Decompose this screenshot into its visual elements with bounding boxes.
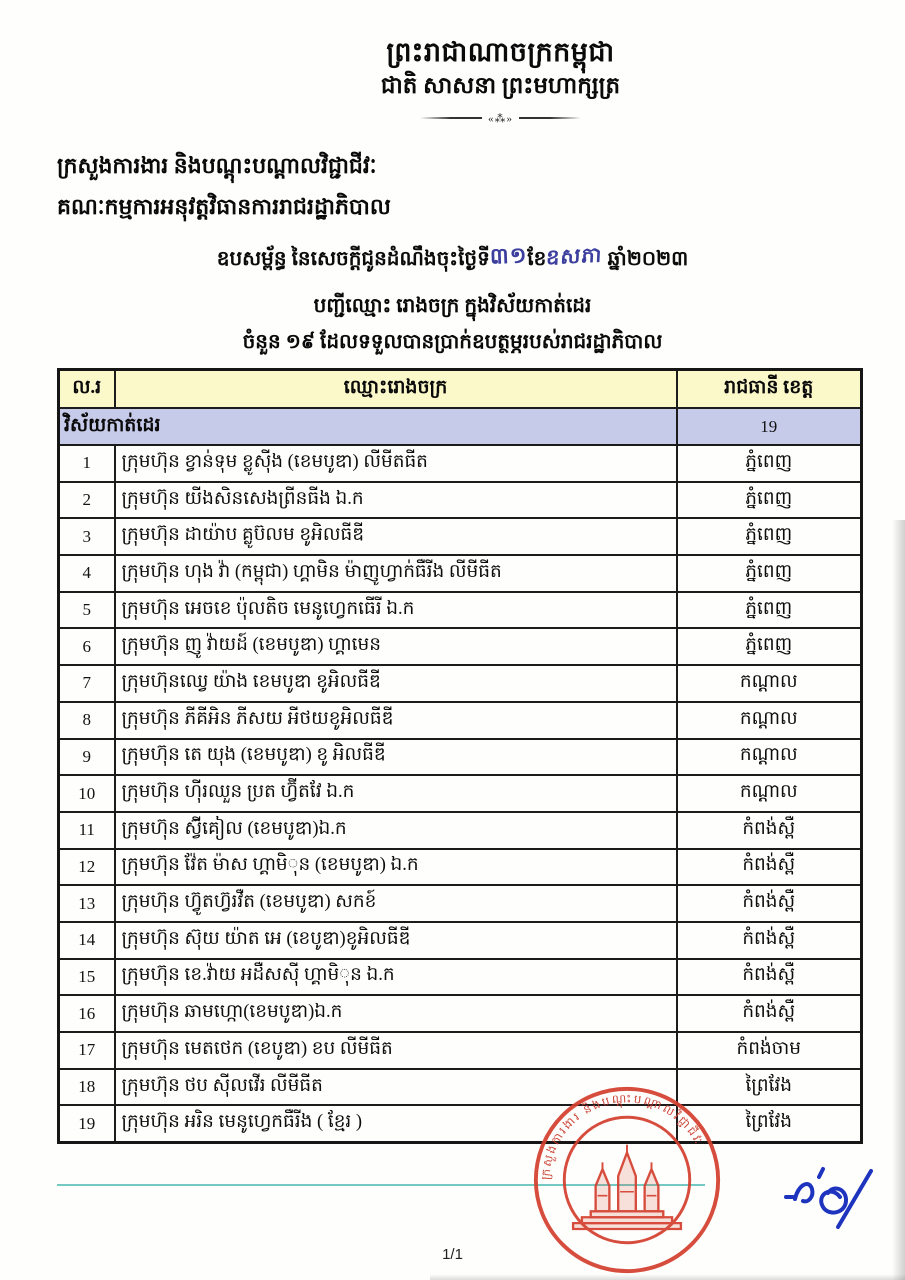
row-no-cell: 18: [59, 1069, 115, 1106]
handwritten-day: ៣១: [489, 242, 528, 269]
factory-name-cell: ក្រុមហ៊ុន យីងសិនសេងព្រីនធីង ឯ.ក: [115, 482, 677, 519]
province-cell: កណ្តាល: [677, 739, 862, 776]
row-no-cell: 14: [59, 922, 115, 959]
ministry-block: [57, 146, 391, 227]
factory-name-cell: ក្រុមហ៊ុន មេតថេក (ខេបូឌា) ខប លីមីធីត: [115, 1032, 677, 1069]
table-row: [59, 885, 862, 922]
row-no-cell: 11: [59, 812, 115, 849]
factory-table: [57, 368, 863, 1144]
factory-name-cell: ក្រុមហ៊ុន អរិន មេនូហ្វេកធឺរីង ( ខ្មែរ ): [115, 1105, 677, 1142]
row-no-cell: 17: [59, 1032, 115, 1069]
province-cell: ព្រៃវែង: [677, 1069, 862, 1106]
row-no-cell: 13: [59, 885, 115, 922]
row-no-cell: 10: [59, 775, 115, 812]
province-cell: កំពង់ស្ពឺ: [677, 959, 862, 996]
table-row: [59, 739, 862, 776]
divider-line-left: [420, 117, 482, 119]
factory-name-cell: ក្រុមហ៊ុន អេចខេ ប៉ុលតិច មេនូហ្វេកធើរី ឯ.ក: [115, 592, 677, 629]
row-no-cell: 9: [59, 739, 115, 776]
table-row: [59, 922, 862, 959]
national-header: [0, 34, 905, 125]
table-row: [59, 482, 862, 519]
factory-name-cell: ក្រុមហ៊ុន ស៊ុយ យ៉ាត អេ (ខេបូឌា)ខូអិលធីឌី: [115, 922, 677, 959]
scan-edge-shadow-right: [892, 520, 905, 1280]
title-line-1: បញ្ជីឈ្មោះ រោងចក្រ ក្នុងវិស័យកាត់ដេរ: [313, 295, 592, 317]
factory-name-cell: ក្រុមហ៊ុន តេ យុង (ខេមបូឌា) ខូ អិលធីឌី: [115, 739, 677, 776]
row-no-cell: 6: [59, 628, 115, 665]
divider-line-right: [519, 117, 581, 119]
table-row: [59, 775, 862, 812]
province-cell: កំពង់ស្ពឺ: [677, 995, 862, 1032]
province-cell: ព្រៃវែង: [677, 1105, 862, 1142]
row-no-cell: 1: [59, 445, 115, 482]
table-row: [59, 959, 862, 996]
factory-name-cell: ក្រុមហ៊ុន ភីគីអិន ភីសយ អីថយខូអិលធីឌី: [115, 702, 677, 739]
row-no-cell: 3: [59, 518, 115, 555]
table-row: [59, 592, 862, 629]
province-cell: ភ្នំពេញ: [677, 482, 862, 519]
province-cell: កណ្តាល: [677, 775, 862, 812]
row-no-cell: 7: [59, 665, 115, 702]
table-row: [59, 555, 862, 592]
annex-year: ឆ្នាំ២០២៣: [607, 248, 689, 270]
table-header-row: [59, 370, 862, 409]
province-cell: ភ្នំពេញ: [677, 592, 862, 629]
committee-name: គណៈកម្មការអនុវត្តវិធានការរាជរដ្ឋាភិបាល: [57, 193, 391, 219]
sector-count: 19: [677, 408, 862, 445]
row-no-cell: 5: [59, 592, 115, 629]
province-cell: ភ្នំពេញ: [677, 518, 862, 555]
annex-prefix: ឧបសម្ព័ន្ធ នៃសេចក្តីជូនដំណឹងចុះថ្ងៃទី: [216, 248, 490, 270]
row-no-cell: 15: [59, 959, 115, 996]
factory-name-cell: ក្រុមហ៊ុន ឆាមហ្កោ(ខេមបូឌា)ឯ.ក: [115, 995, 677, 1032]
factory-name-cell: ក្រុមហ៊ុន ហ៊ីរឈួន ប្រត ហ្វ៊ីតវែ ឯ.ក: [115, 775, 677, 812]
header-no: ល.រ: [59, 370, 115, 409]
document-title: [0, 288, 905, 360]
province-cell: ភ្នំពេញ: [677, 628, 862, 665]
factory-name-cell: ក្រុមហ៊ុន វ៉ែត ម៉ាស ហ្គាមិុន (ខេមបូឌា) ឯ.ក: [115, 849, 677, 886]
factory-name-cell: ក្រុមហ៊ុនឈ្វេ យ៉ាង ខេមបូឌា ខូអិលធីឌី: [115, 665, 677, 702]
table-row: [59, 518, 862, 555]
header-divider: [96, 112, 905, 125]
header-province: រាជធានី ខេត្ត: [677, 370, 862, 409]
handwritten-signature: [783, 1163, 883, 1243]
annex-date-line: [0, 244, 905, 276]
row-no-cell: 16: [59, 995, 115, 1032]
title-line-2: ចំនួន ១៩ ដែលទទួលបានប្រាក់ឧបត្ថម្ភរបស់រាជរដ្ឋាភិបាល: [242, 331, 663, 353]
row-no-cell: 8: [59, 702, 115, 739]
table-row: [59, 445, 862, 482]
kingdom-title: ព្រះរាជាណាចក្រកម្ពុជា: [386, 37, 615, 67]
divider-ornament-icon: «⁂»: [488, 112, 513, 125]
province-cell: កណ្តាល: [677, 702, 862, 739]
national-motto: ជាតិ សាសនា ព្រះមហាក្សត្រ: [380, 73, 621, 99]
row-no-cell: 4: [59, 555, 115, 592]
month-label: ខែ: [527, 248, 547, 270]
province-cell: កំពង់ស្ពឺ: [677, 849, 862, 886]
province-cell: ភ្នំពេញ: [677, 555, 862, 592]
factory-name-cell: ក្រុមហ៊ុន ដាយ៉ាប គ្លូប៊លម ខូអិលធីឌី: [115, 518, 677, 555]
row-no-cell: 19: [59, 1105, 115, 1142]
sector-label: វិស័យកាត់ដេរ: [59, 408, 677, 445]
factory-name-cell: ក្រុមហ៊ុន ខ្វាន់ទុម ខ្លូស៊ីង (ខេមបូឌា) លីមីតធីត: [115, 445, 677, 482]
table-row: [59, 702, 862, 739]
header-factory-name: ឈ្មោះរោងចក្រ: [115, 370, 677, 409]
table-row: [59, 1105, 862, 1142]
row-no-cell: 12: [59, 849, 115, 886]
factory-name-cell: ក្រុមហ៊ុន ញូ វ៉ាយដ៍ (ខេមបូឌា) ហ្គាមេន: [115, 628, 677, 665]
table-row: [59, 995, 862, 1032]
table-row: [59, 1069, 862, 1106]
factory-name-cell: ក្រុមហ៊ុន ថប ស៊ីលវើរ លីមីធីត: [115, 1069, 677, 1106]
table-row: [59, 1032, 862, 1069]
province-cell: កណ្តាល: [677, 665, 862, 702]
province-cell: កំពង់ស្ពឺ: [677, 922, 862, 959]
table-row: [59, 812, 862, 849]
sector-row: [59, 408, 862, 445]
ministry-name: ក្រសួងការងារ និងបណ្តុះបណ្តាលវិជ្ជាជីវៈ: [57, 153, 377, 178]
table-row: [59, 849, 862, 886]
factory-name-cell: ក្រុមហ៊ុន ខេ.វ៉ាយ អដឺសស៊ី ហ្គាមិុន ឯ.ក: [115, 959, 677, 996]
seal-ring-text: ក្រសួងការងារ និងបណ្តុះបណ្តាលវិជ្ជាជីវៈ: [539, 1092, 706, 1181]
province-cell: កំពង់ស្ពឺ: [677, 885, 862, 922]
province-cell: ភ្នំពេញ: [677, 445, 862, 482]
province-cell: កំពង់ចាម: [677, 1032, 862, 1069]
scan-edge-shadow-bottom: [430, 1274, 905, 1280]
table-row: [59, 628, 862, 665]
table-row: [59, 665, 862, 702]
factory-name-cell: ក្រុមហ៊ុន ស៊្វីគៀល (ខេមបូឌា)ឯ.ក: [115, 812, 677, 849]
factory-name-cell: ក្រុមហ៊ុន ហុង វ៉ា (កម្ពុជា) ហ្គាមិន ម៉ាញូហ្វាក់ធឺរីង លីមីធីត: [115, 555, 677, 592]
province-cell: កំពង់ស្ពឺ: [677, 812, 862, 849]
factory-name-cell: ក្រុមហ៊ុន ហ៊្វូតហ៊្វរវឺត (ខេមបូឌា) សកខ៍: [115, 885, 677, 922]
row-no-cell: 2: [59, 482, 115, 519]
handwritten-month: ឧសភា: [545, 242, 604, 270]
angkor-wat-icon: [573, 1145, 681, 1229]
page-number: 1/1: [442, 1246, 463, 1263]
